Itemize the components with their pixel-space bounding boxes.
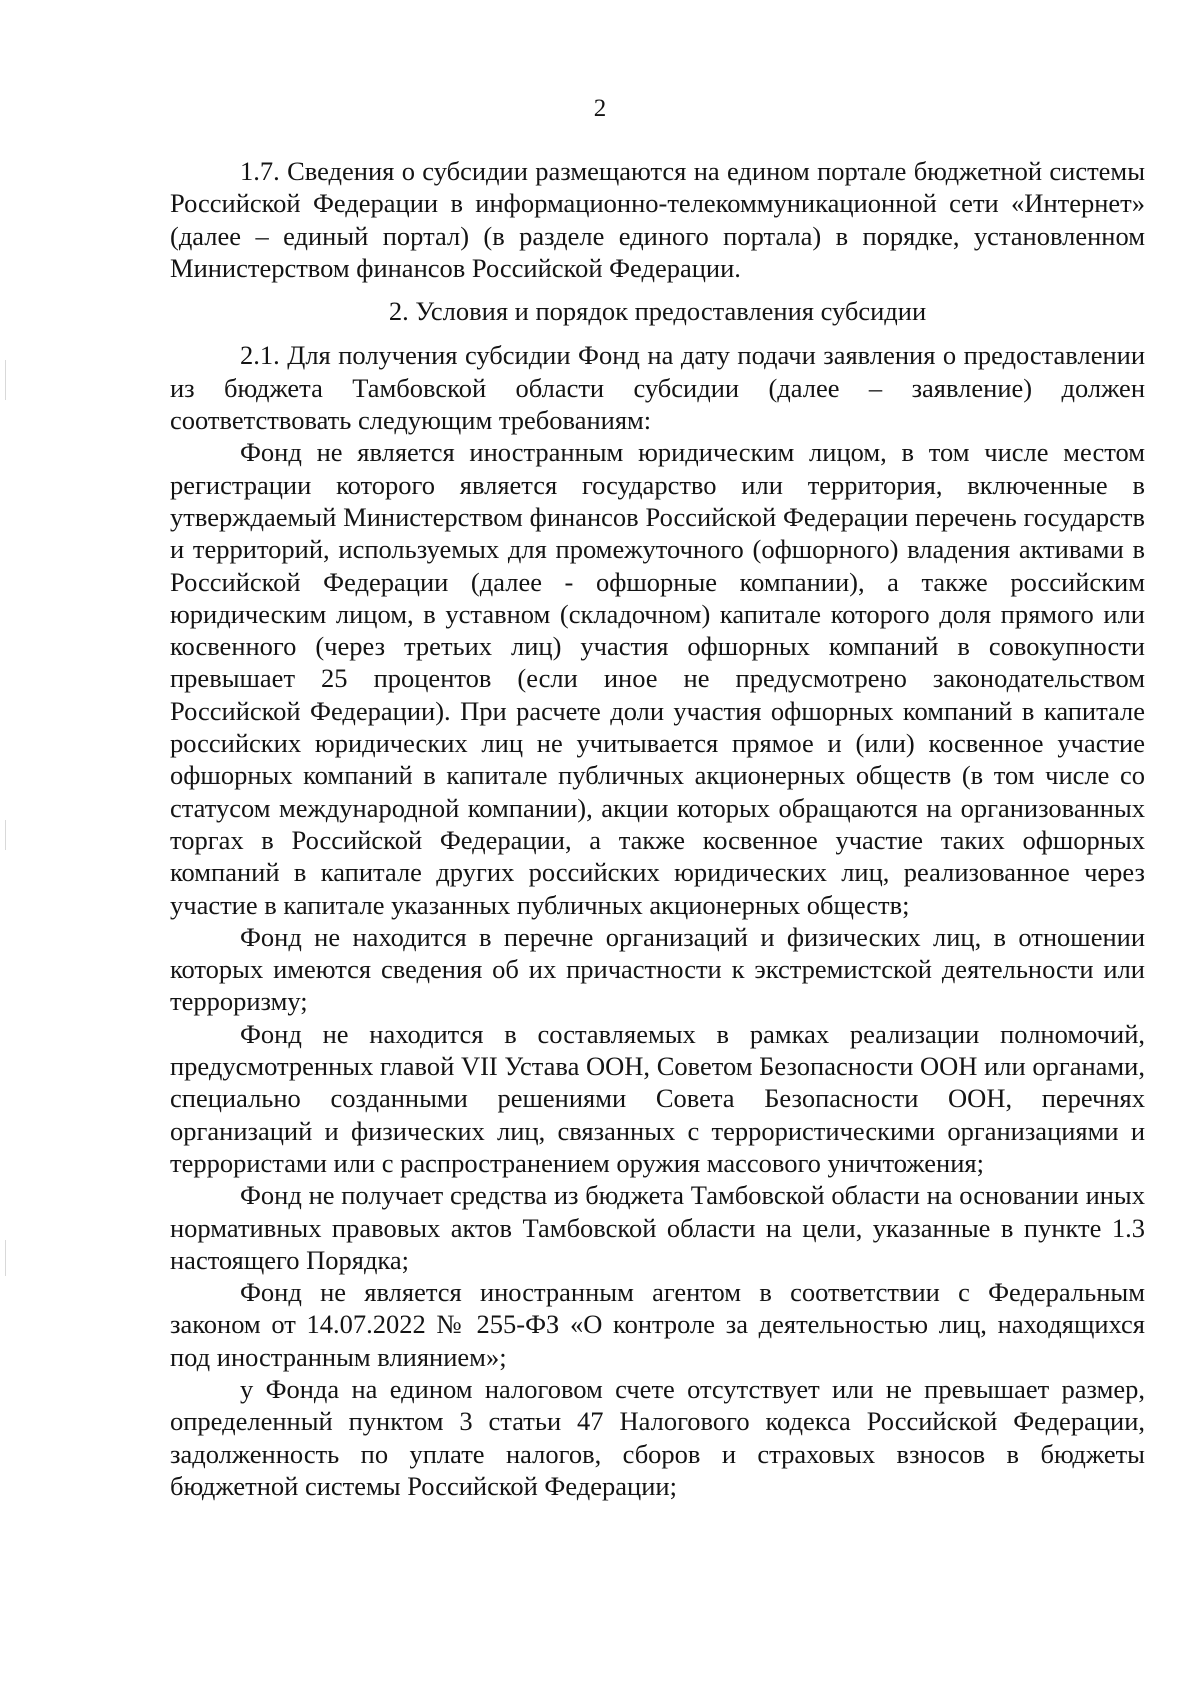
page-number: 2 (593, 95, 607, 122)
paragraph-budget-funds-requirement: Фонд не получает средства из бюджета Тамбовской области на основании иных нормативных правовых актов Тамбовской области на цели, указанные в пункте 1.3 настоящего Порядка; (170, 1180, 1145, 1275)
paragraph-2-1: 2.1. Для получения субсидии Фонд на дату подачи заявления о предоставлении из бюджета Тамбовской области субсидии (далее – заявление) должен соответствовать следующим требованиям: (170, 340, 1145, 436)
scan-margin-mark (5, 360, 6, 400)
paragraph-offshore-requirement: Фонд не является иностранным юридическим лицом, в том числе местом регистрации которого является государство или территория, включенные в утверждаемый Министерством финансов Российской Федерации перечень государств и территорий, используемых для промежуточного (офшорного) владения активами в Российской Федерации (далее - офшорные компании), а также российским юридическим лицом, в уставном (складочном) капитале которого доля прямого или косвенного (через третьих лиц) участия офшорных компаний в совокупности превышает 25 процентов (если иное не предусмотрено законодательством Российской Федерации). При расчете доли участия офшорных компаний в капитале российских юридических лиц не учитывается прямое и (или) косвенное участие офшорных компаний в капитале публичных акционерных обществ (в том числе со статусом международной компании), акции которых обращаются на организованных торгах в Российской Федерации, а также косвенное участие таких офшорных компаний в капитале других российских юридических лиц, реализованное через участие в капитале указанных публичных акционерных обществ; (170, 437, 1145, 920)
paragraph-1-7: 1.7. Сведения о субсидии размещаются на едином портале бюджетной системы Российской Федерации в информационно-телекоммуникационной сети «Интернет» (далее – единый портал) (в разделе единого портала) в порядке, установленном Министерством финансов Российской Федерации. (170, 156, 1145, 283)
paragraph-foreign-agent-requirement: Фонд не является иностранным агентом в соответствии с Федеральным законом от 14.07.2022 № 255-ФЗ «О контроле за деятельностью лиц, находящихся под иностранным влиянием»; (170, 1277, 1145, 1372)
paragraph-tax-debt-requirement: у Фонда на едином налоговом счете отсутствует или не превышает размер, определенный пунктом 3 статьи 47 Налогового кодекса Российской Федерации, задолженность по уплате налогов, сборов и страховых взносов в бюджеты бюджетной системы Российской Федерации; (170, 1373, 1145, 1501)
document-body (170, 155, 1145, 1502)
section-heading: 2. Условия и порядок предоставления субсидии (388, 296, 927, 327)
paragraph-extremism-requirement: Фонд не находится в перечне организаций и физических лиц, в отношении которых имеются сведения об их причастности к экстремистской деятельности или терроризму; (170, 921, 1145, 1017)
scan-margin-mark (5, 820, 6, 850)
scan-margin-mark (5, 1240, 6, 1276)
paragraph-un-lists-requirement: Фонд не находится в составляемых в рамках реализации полномочий, предусмотренных главой VII Устава ООН, Советом Безопасности ООН или органами, специально созданными решениями Совета Безопасности ООН, перечнях организаций и физических лиц, связанных с террористическими организациями и террористами или с распространением оружия массового уничтожения; (170, 1018, 1145, 1178)
